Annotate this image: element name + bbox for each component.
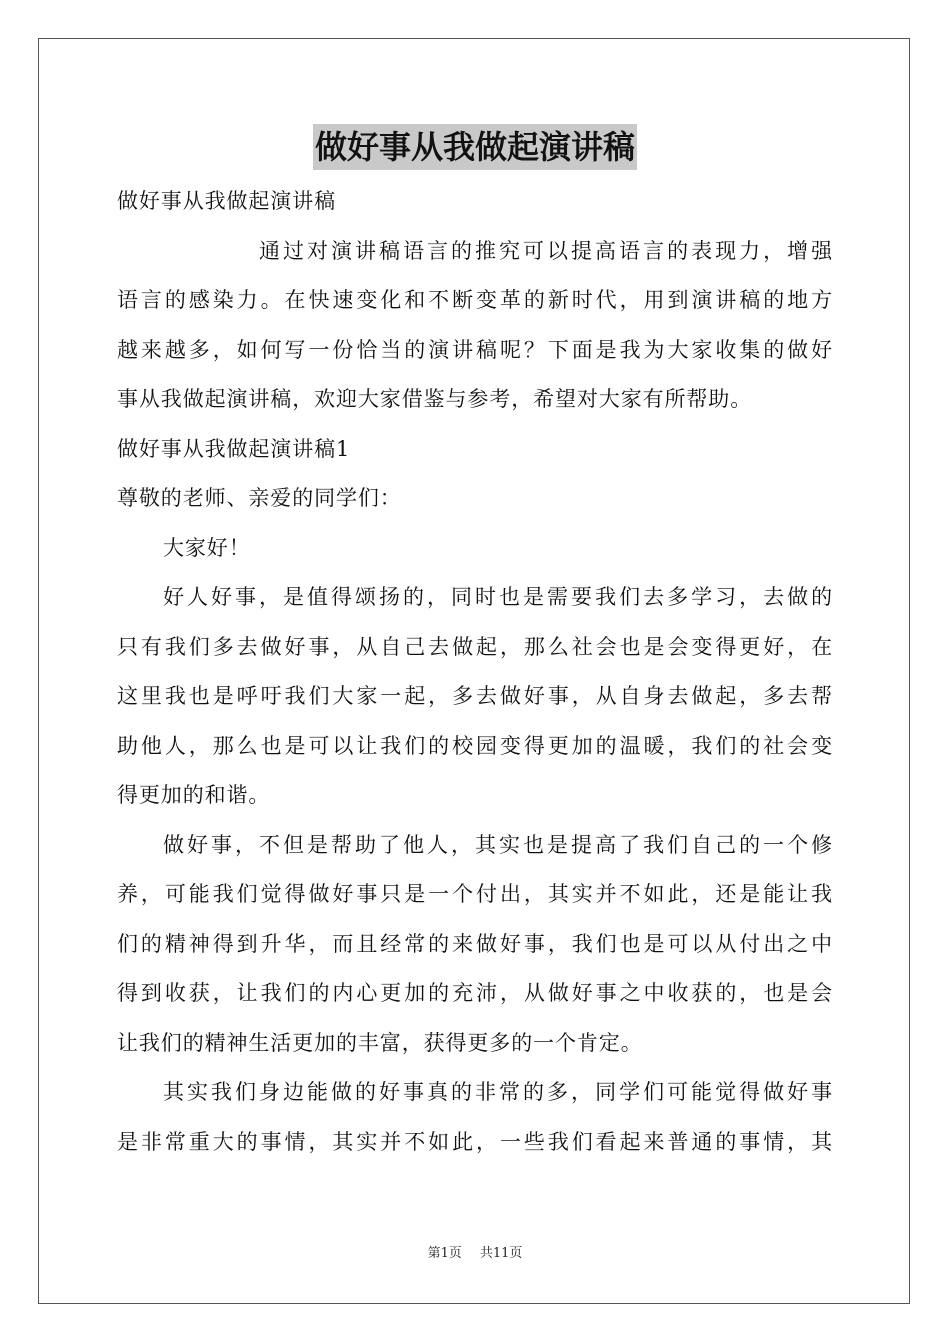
body-line: 好人好事，是值得颂扬的，同时也是需要我们去多学习，去做的 <box>163 585 833 609</box>
body-line: 做好事，不但是帮助了他人，其实也是提高了我们自己的一个修 <box>163 832 833 857</box>
body-line: 做好事从我做起演讲稿1 <box>117 436 351 461</box>
body-line: 其实我们身边能做的好事真的非常的多，同学们可能觉得做好事 <box>163 1080 833 1104</box>
body-line: 语言的感染力。在快速变化和不断变革的新时代，用到演讲稿的地方 <box>117 288 833 312</box>
body-line: 得更加的和谐。 <box>117 783 271 807</box>
body-line: 通过对演讲稿语言的推究可以提高语言的表现力，增强 <box>259 238 833 263</box>
body-line: 得到收获，让我们的内心更加的充沛，从做好事之中收获的，也是会 <box>117 981 833 1005</box>
page-footer <box>0 1244 950 1264</box>
body-line: 养，可能我们觉得做好事只是一个付出，其实并不如此，还是能让我 <box>117 882 833 906</box>
document-body <box>117 177 833 1167</box>
body-line: 们的精神得到升华，而且经常的来做好事，我们也是可以从付出之中 <box>117 931 833 956</box>
page-number: 第1页 <box>427 1246 462 1261</box>
page-total: 共11页 <box>479 1246 523 1261</box>
body-line: 事从我做起演讲稿，欢迎大家借鉴与参考，希望对大家有所帮助。 <box>117 387 753 411</box>
body-line: 越来越多，如何写一份恰当的演讲稿呢？下面是我为大家收集的做好 <box>117 337 833 362</box>
body-line: 这里我也是呼吁我们大家一起，多去做好事，从自身去做起，多去帮 <box>117 684 833 708</box>
title-container <box>0 124 950 170</box>
body-line: 做好事从我做起演讲稿 <box>117 189 336 213</box>
body-line: 助他人，那么也是可以让我们的校园变得更加的温暖，我们的社会变 <box>117 733 833 758</box>
body-line: 让我们的精神生活更加的丰富，获得更多的一个肯定。 <box>117 1030 643 1055</box>
body-line: 是非常重大的事情，其实并不如此，一些我们看起来普通的事情，其 <box>117 1129 833 1154</box>
document-title: 做好事从我做起演讲稿 <box>313 124 637 170</box>
body-line: 只有我们多去做好事，从自己去做起，那么社会也是会变得更好，在 <box>117 634 833 659</box>
body-line: 大家好！ <box>163 535 251 560</box>
body-line: 尊敬的老师、亲爱的同学们： <box>117 486 402 510</box>
